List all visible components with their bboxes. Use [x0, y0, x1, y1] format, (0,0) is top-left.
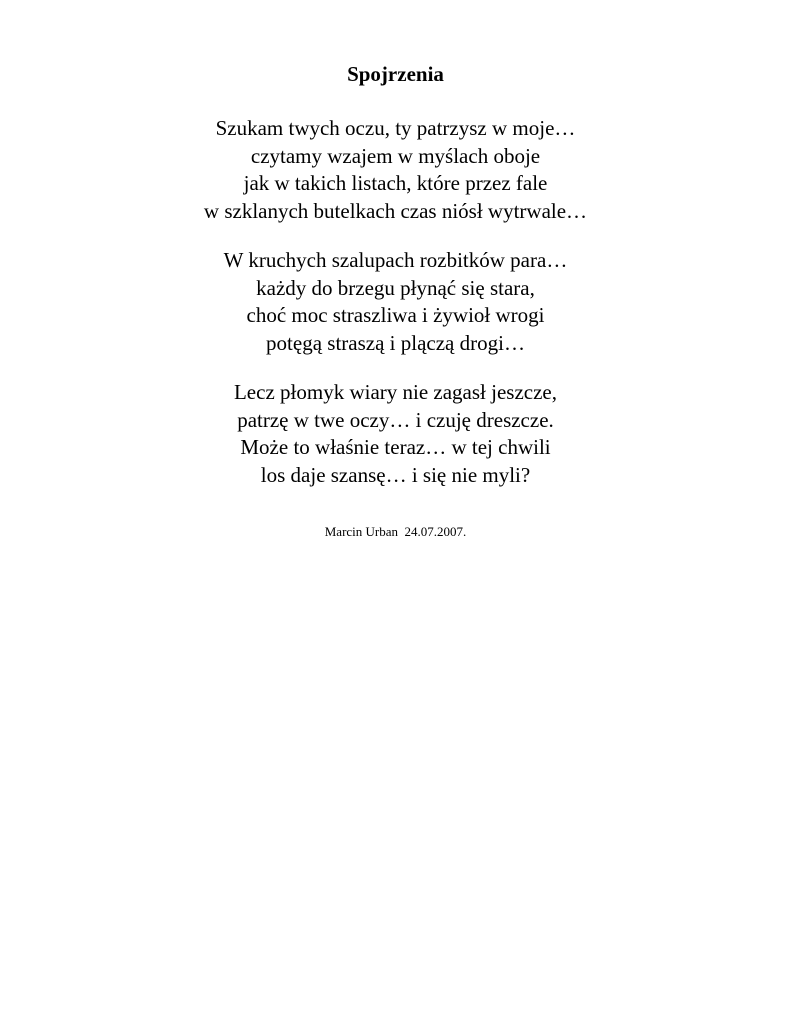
- poem-line: Szukam twych oczu, ty patrzysz w moje…: [215, 116, 576, 140]
- author-signature: Marcin Urban 24.07.2007.: [324, 524, 467, 539]
- stanza-3: [0, 379, 791, 489]
- poem-line: każdy do brzegu płynąć się stara,: [256, 275, 535, 300]
- poem-line: Może to właśnie teraz… w tej chwili: [240, 435, 551, 459]
- stanza-1: [0, 115, 791, 225]
- poem-line: W kruchych szalupach rozbitków para…: [223, 248, 568, 272]
- poem-line: choć moc straszliwa i żywioł wrogi: [246, 303, 545, 327]
- poem-line: Lecz płomyk wiary nie zagasł jeszcze,: [233, 380, 557, 404]
- stanza-2: [0, 247, 791, 357]
- poem-line: los daje szansę… i się nie myli?: [260, 462, 531, 487]
- poem-line: czytamy wzajem w myślach oboje: [250, 143, 541, 168]
- poem-title: Spojrzenia: [347, 62, 444, 86]
- poem-line: patrzę w twe oczy… i czuję dreszcze.: [237, 407, 554, 432]
- poem-line: jak w takich listach, które przez fale: [243, 171, 548, 195]
- poem-line: w szklanych butelkach czas niósł wytrwale…: [203, 198, 588, 223]
- poem-line: potęgą straszą i plączą drogi…: [266, 330, 525, 355]
